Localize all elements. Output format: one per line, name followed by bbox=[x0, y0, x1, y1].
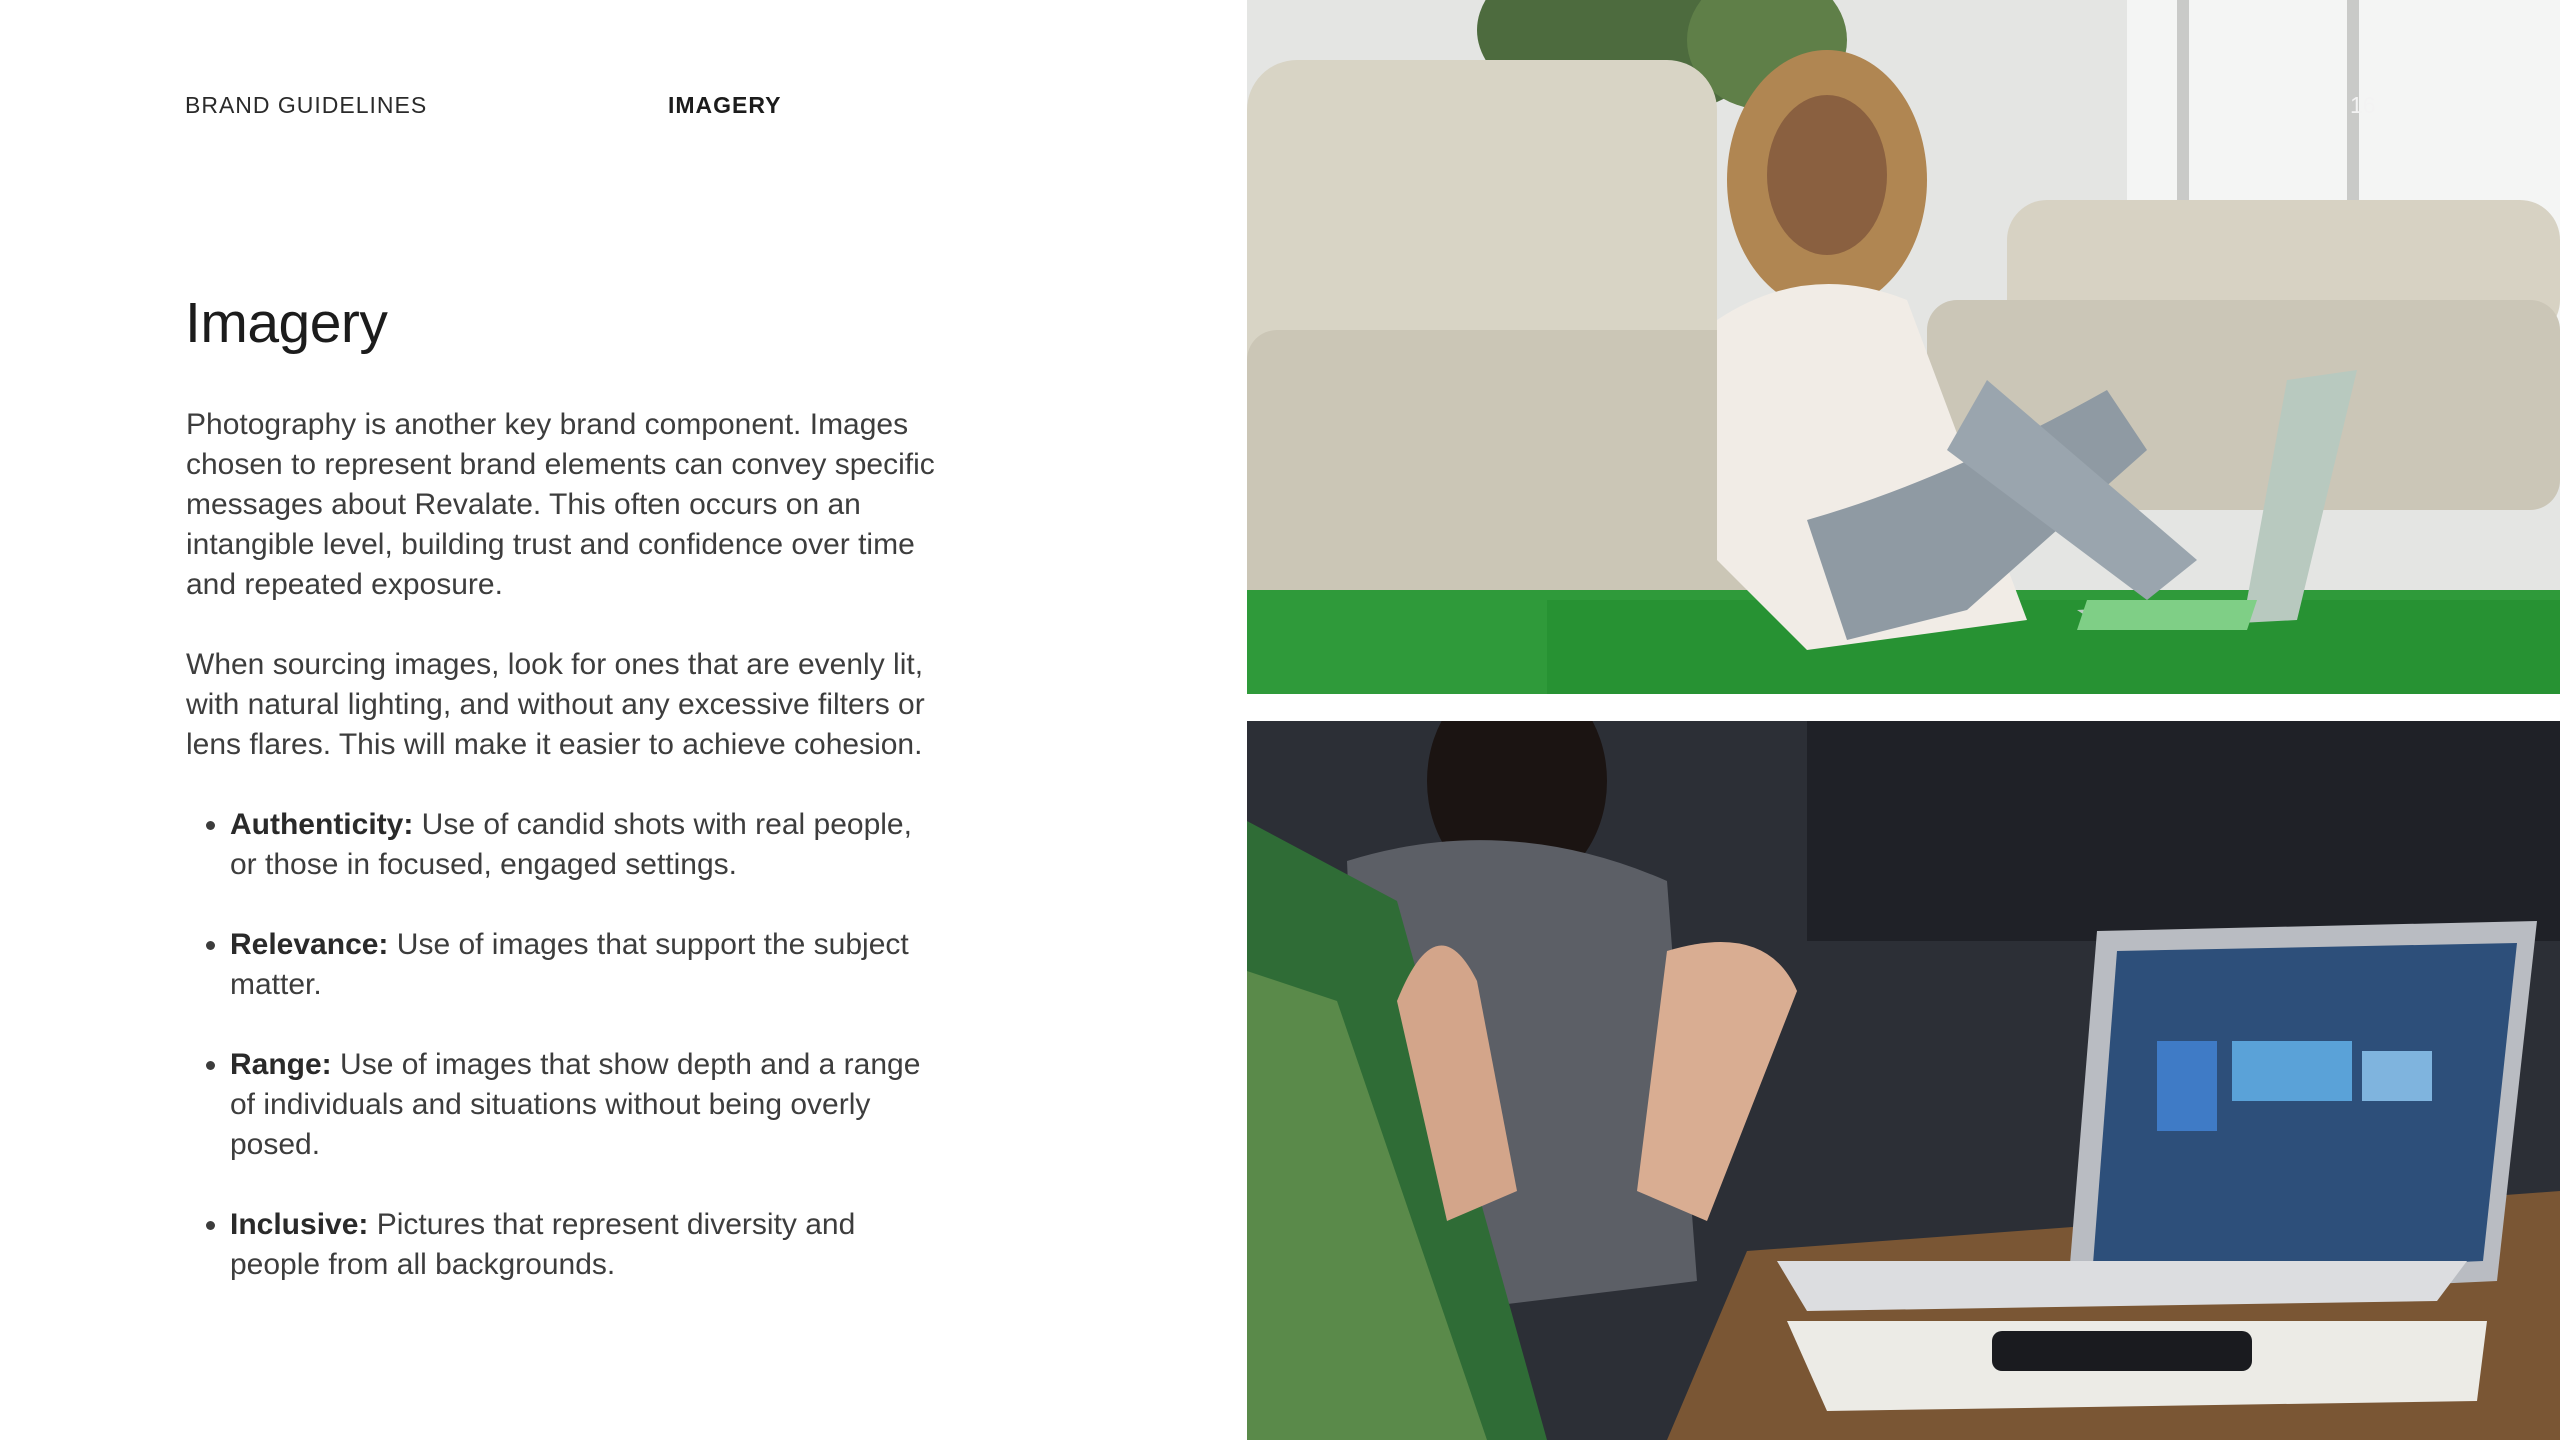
photo-team-meeting bbox=[1247, 721, 2560, 1440]
header-current-section: IMAGERY bbox=[668, 92, 782, 118]
list-item-term: Range: bbox=[230, 1048, 332, 1081]
list-item-text: Use of images that show depth and a range of individuals and situations without being overly posed. bbox=[230, 1048, 921, 1161]
list-item bbox=[230, 1045, 946, 1165]
page-number: 16 bbox=[2350, 92, 2376, 118]
list-item bbox=[230, 1205, 946, 1285]
list-item-text: Use of candid shots with real people, or those in focused, engaged settings. bbox=[230, 808, 912, 881]
photo-team-meeting-illustration bbox=[1247, 721, 2560, 1440]
list-item bbox=[230, 805, 946, 885]
header-section-label: BRAND GUIDELINES bbox=[185, 92, 428, 118]
list-item bbox=[230, 925, 946, 1005]
list-item-term: Authenticity: bbox=[230, 808, 414, 841]
list-item-text: Pictures that represent diversity and people from all backgrounds. bbox=[230, 1208, 856, 1281]
body-content bbox=[186, 405, 946, 1325]
page-title: Imagery bbox=[185, 291, 388, 355]
list-item-term: Inclusive: bbox=[230, 1208, 369, 1241]
list-item-text: Use of images that support the subject matter. bbox=[230, 928, 909, 1001]
sourcing-paragraph: When sourcing images, look for ones that are evenly lit, with natural lighting, and without any excessive filters or lens flares. This will make it easier to achieve cohesion. bbox=[186, 648, 925, 761]
list-item-term: Relevance: bbox=[230, 928, 389, 961]
criteria-list bbox=[186, 805, 946, 1285]
intro-paragraph: Photography is another key brand component. Images chosen to represent brand elements can convey specific messages about Revalate. This often occurs on an intangible level, building trust and confidence over time and repeated exposure. bbox=[186, 408, 935, 601]
